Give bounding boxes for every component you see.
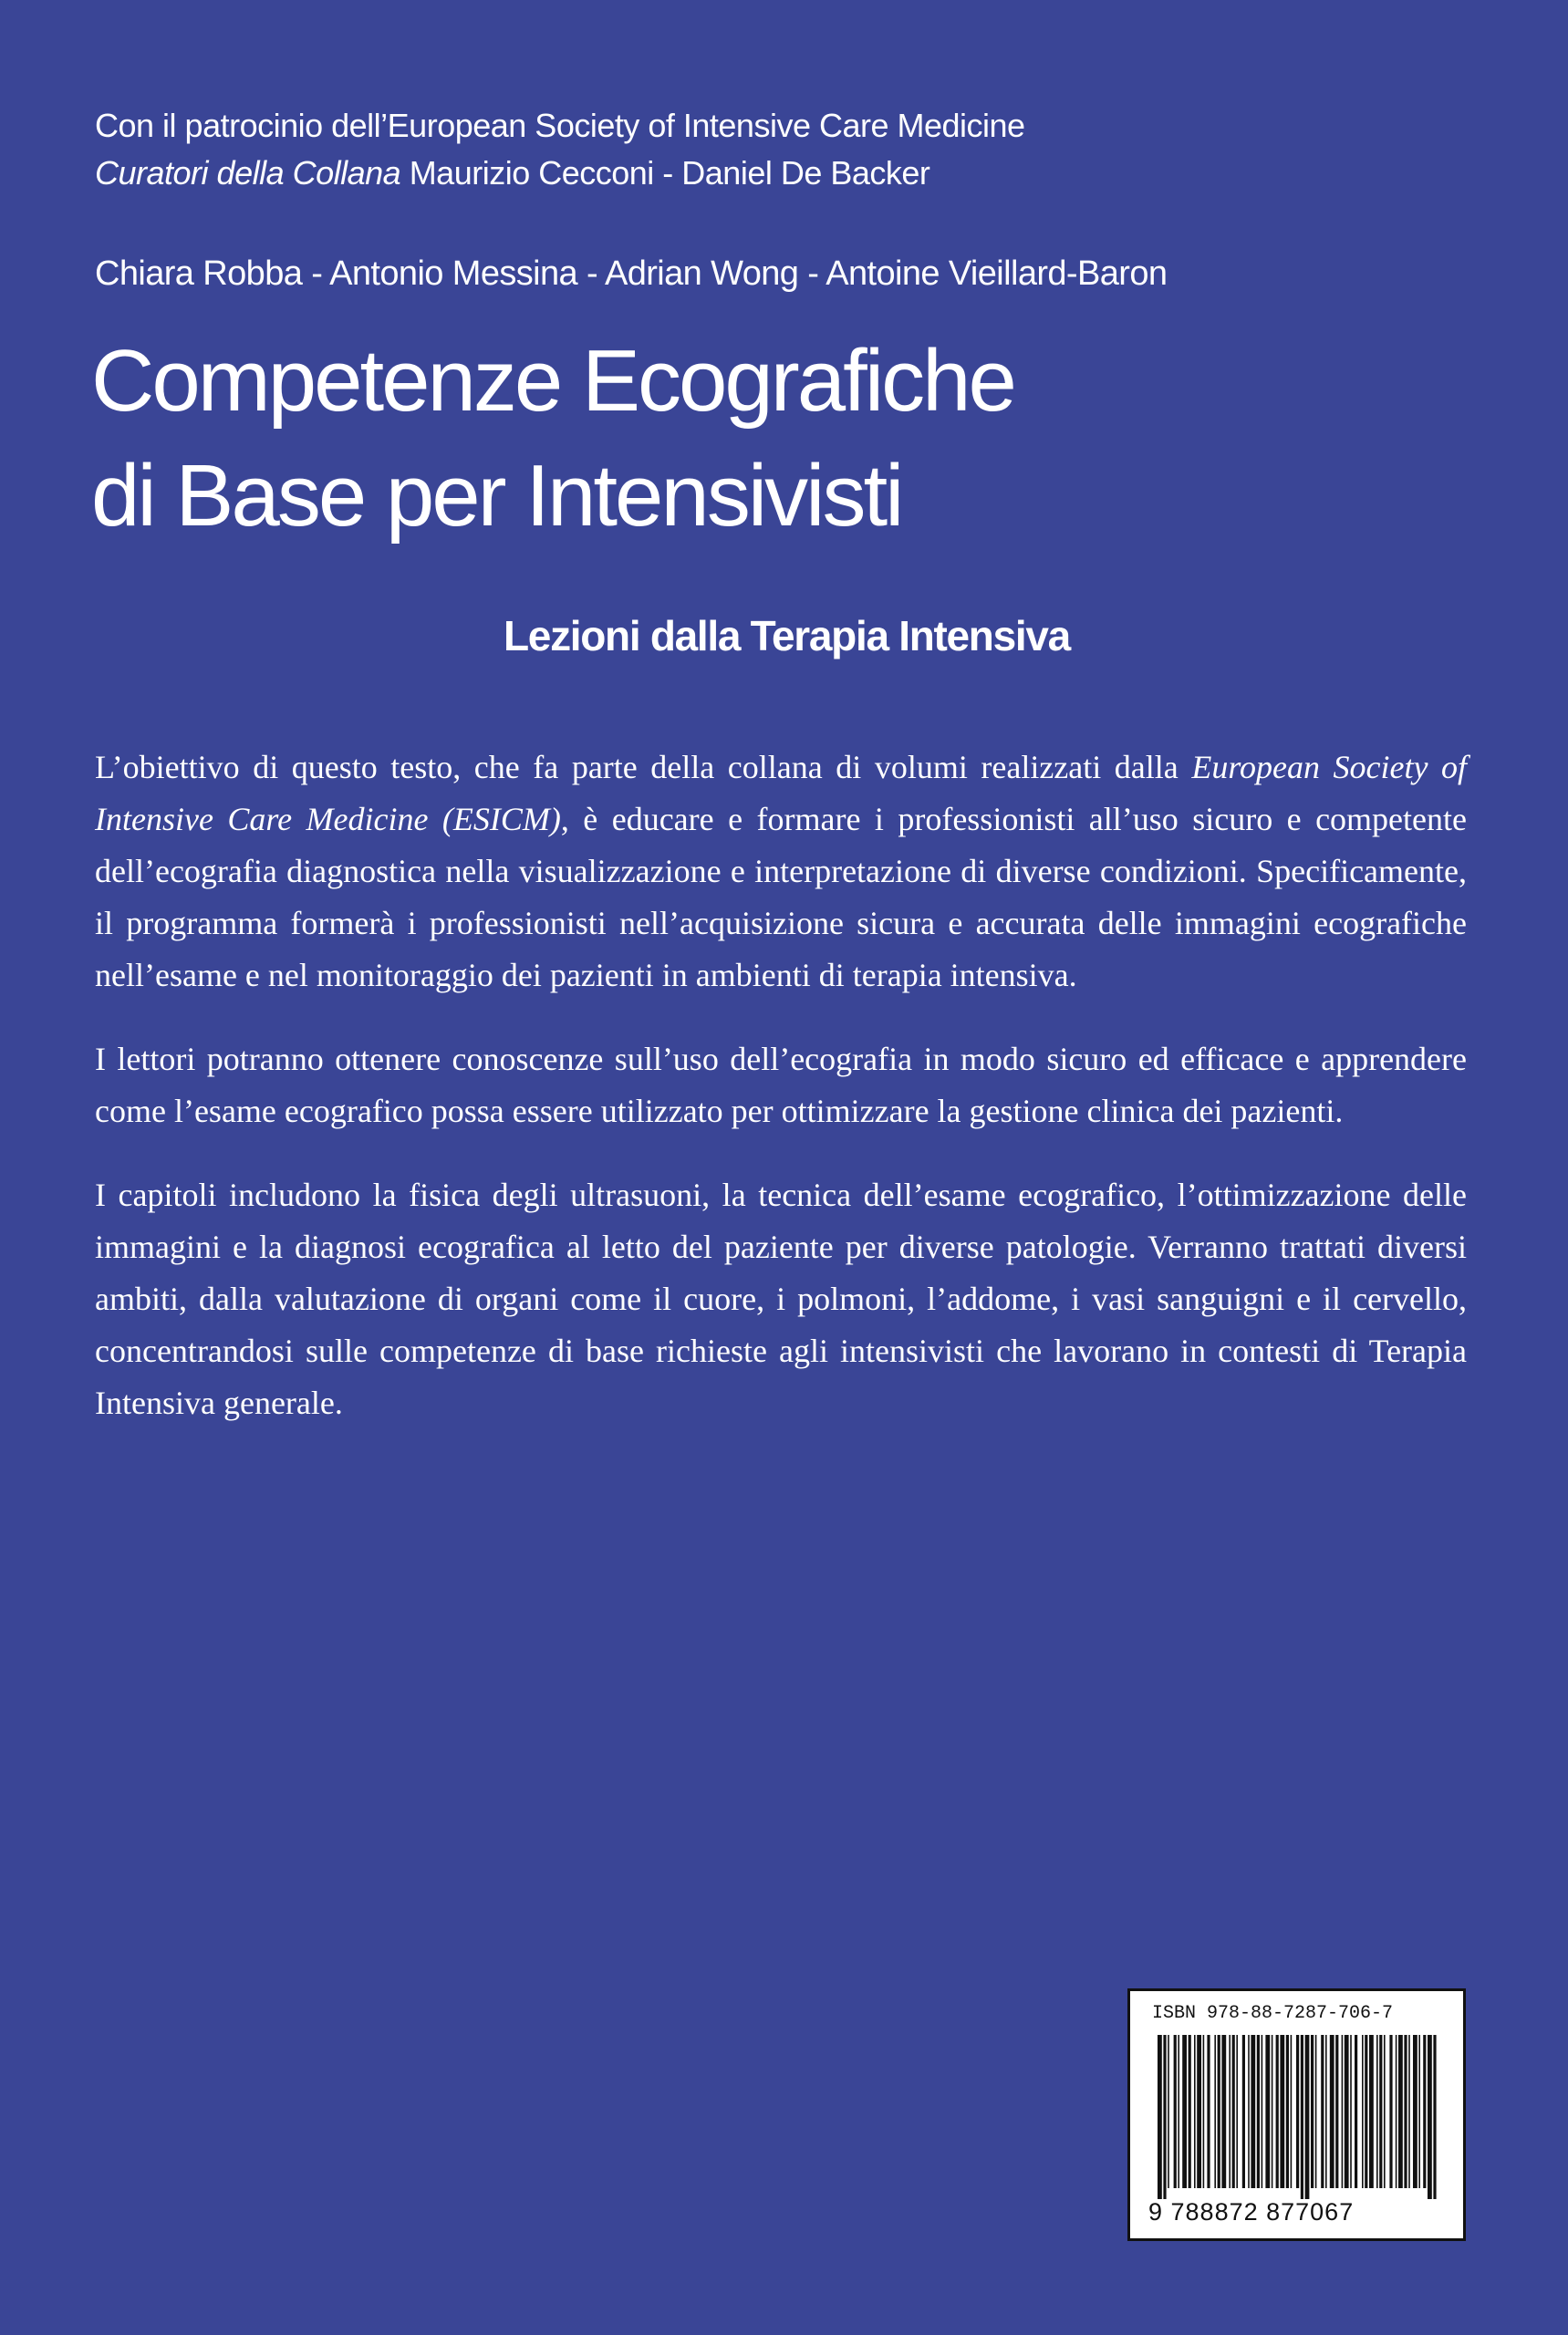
barcode-bar xyxy=(1362,2035,1364,2188)
barcode-bar xyxy=(1214,2035,1216,2188)
barcode-bar xyxy=(1413,2035,1417,2188)
blurb xyxy=(95,742,1467,1461)
barcode-bar xyxy=(1232,2035,1235,2188)
barcode-bar xyxy=(1376,2035,1378,2188)
barcode-digits: 9 788872 877067 xyxy=(1148,2198,1355,2226)
barcode-bar xyxy=(1203,2035,1205,2188)
sponsor-block xyxy=(95,102,1025,197)
barcode-bar xyxy=(1174,2035,1177,2188)
barcode-bar xyxy=(1296,2035,1299,2188)
barcode-bar xyxy=(1398,2035,1403,2188)
blurb-p1-society: European Society of Intensive Care Medicine (ESICM) xyxy=(95,749,1467,837)
barcode-bar xyxy=(1305,2035,1310,2199)
barcode-bar xyxy=(1248,2035,1250,2188)
barcode-bar xyxy=(1408,2035,1410,2188)
barcode-bar xyxy=(1272,2035,1273,2188)
barcode-bar xyxy=(1286,2035,1289,2188)
barcode-bar xyxy=(1257,2035,1260,2188)
barcode-bar xyxy=(1404,2035,1407,2188)
barcode-bar xyxy=(1315,2035,1317,2188)
barcode-bar xyxy=(1423,2035,1426,2188)
barcode-bar xyxy=(1350,2035,1352,2188)
barcode-bar xyxy=(1311,2035,1314,2188)
barcode-bar xyxy=(1428,2035,1432,2199)
barcode-bar xyxy=(1158,2035,1162,2199)
book-subtitle: Lezioni dalla Terapia Intensiva xyxy=(504,612,1070,659)
barcode-bar xyxy=(1433,2035,1436,2199)
barcode-bar xyxy=(1301,2035,1303,2199)
barcode-bar xyxy=(1335,2035,1338,2188)
barcode-bar xyxy=(1242,2035,1245,2188)
barcode-bar xyxy=(1384,2035,1386,2188)
barcode-bar xyxy=(1280,2035,1284,2188)
barcode-bar xyxy=(1168,2035,1169,2188)
barcode-bar xyxy=(1178,2035,1179,2188)
barcode-bar xyxy=(1197,2035,1201,2188)
series-editors-line xyxy=(95,150,1025,197)
barcode-bar xyxy=(1221,2035,1226,2188)
barcode-bar xyxy=(1265,2035,1270,2188)
blurb-p1-end: , è educare e formare i professionisti all’uso sicuro e competente dell’ecografia diagnostica nella visualizzazione e interpretazione di diverse condizioni. Specificamente, il programma formerà i professionisti nell’acquisizione sicura e accurata delle immagini ecografiche nell’esame e nel monitoraggio dei pazienti in ambienti di terapia intensiva. xyxy=(95,801,1467,993)
book-title xyxy=(91,324,1014,554)
barcode-icon xyxy=(1152,2035,1444,2199)
barcode-bar xyxy=(1182,2035,1187,2188)
barcode-bar xyxy=(1207,2035,1210,2188)
barcode-bar xyxy=(1389,2035,1392,2188)
barcode-bar xyxy=(1229,2035,1231,2188)
series-editors-names: Maurizio Cecconi - Daniel De Backer xyxy=(400,154,930,192)
barcode-bar xyxy=(1276,2035,1279,2188)
barcode-bar xyxy=(1325,2035,1327,2188)
book-title-line-2: di Base per Intensivisti xyxy=(91,447,902,545)
blurb-p1-start: L’obiettivo di questo testo, che fa parte della collana di volumi realizzati dalla xyxy=(95,749,1192,785)
barcode-bar xyxy=(1342,2035,1344,2188)
authors-line: Chiara Robba - Antonio Messina - Adrian Wong - Antoine Vieillard-Baron xyxy=(95,254,1168,293)
patronage-line: Con il patrocinio dell’European Society of Intensive Care Medicine xyxy=(95,107,1025,144)
barcode-bar xyxy=(1418,2035,1420,2188)
barcode-bar xyxy=(1163,2035,1166,2199)
blurb-paragraph-2: I lettori potranno ottenere conoscenze sull’uso dell’ecografia in modo sicuro ed efficace e apprendere come l’esame ecografico possa essere utilizzato per ottimizzare la gestione clinica dei pazienti. xyxy=(95,1041,1467,1129)
series-editors-label: Curatori della Collana xyxy=(95,154,401,192)
barcode-bar xyxy=(1251,2035,1255,2188)
barcode-bar xyxy=(1189,2035,1191,2188)
blurb-paragraph-3: I capitoli includono la fisica degli ultrasuoni, la tecnica dell’esame ecografico, l’ottimizzazione delle immagini e la diagnosi ecografica al letto del paziente per diverse patologie. Verranno trattati diversi ambiti, dalla valutazione di organi come il cuore, i polmoni, l’addome, i vasi sanguigni e il cervello, concentrandosi sulle competenze di base richieste agli intensivisti che lavorano in contesti di Terapia Intensiva generale. xyxy=(95,1177,1467,1421)
barcode-bar xyxy=(1236,2035,1238,2188)
isbn-label: ISBN 978-88-7287-706-7 xyxy=(1152,2003,1394,2024)
barcode-bar xyxy=(1291,2035,1293,2188)
barcode-bar xyxy=(1365,2035,1367,2188)
barcode-bar xyxy=(1379,2035,1382,2188)
barcode-bar xyxy=(1218,2035,1220,2188)
barcode-bar xyxy=(1355,2035,1357,2188)
blurb-paragraph-1 xyxy=(95,742,1467,1001)
barcode-bar xyxy=(1194,2035,1196,2188)
barcode-bar xyxy=(1369,2035,1374,2188)
isbn-barcode-box xyxy=(1127,1988,1466,2241)
barcode-bar xyxy=(1345,2035,1349,2188)
barcode-bar xyxy=(1330,2035,1334,2188)
barcode-bar xyxy=(1262,2035,1263,2188)
barcode-bar xyxy=(1396,2035,1397,2188)
book-title-line-1: Competenze Ecografiche xyxy=(91,332,1014,430)
barcode-bar xyxy=(1321,2035,1324,2188)
